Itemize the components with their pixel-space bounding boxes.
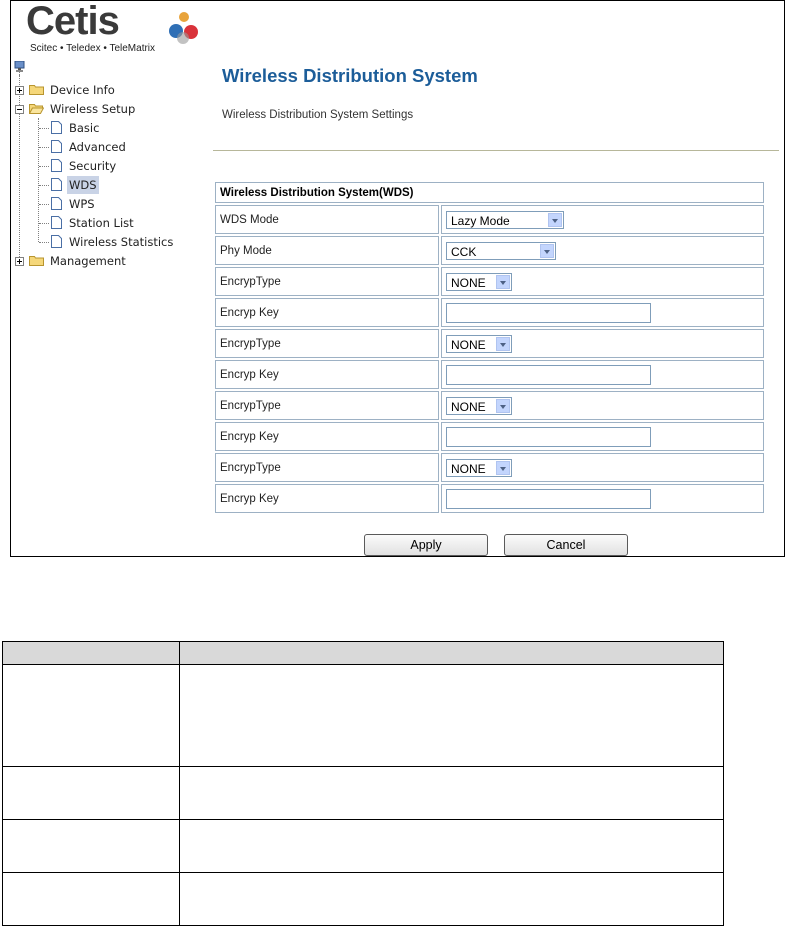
table-row (215, 453, 764, 482)
table-row (215, 236, 764, 265)
encryp-type-label: EncrypType (215, 267, 439, 296)
tree-item-device-info[interactable] (11, 81, 211, 99)
router-admin-screenshot (10, 0, 785, 557)
table-row (215, 391, 764, 420)
table-cell (3, 665, 180, 767)
cetis-logo (26, 0, 206, 59)
table-cell (180, 820, 724, 873)
table-cell (3, 873, 180, 926)
encryp-type-select[interactable] (446, 273, 512, 291)
tree-item-label: Security (69, 159, 117, 173)
encryp-type-cell (441, 329, 764, 358)
encryp-key-label: Encryp Key (215, 360, 439, 389)
wds-mode-label: WDS Mode (215, 205, 439, 234)
tree-item-label: Basic (69, 121, 100, 135)
table-row (3, 873, 724, 926)
tree-item-security[interactable] (11, 157, 211, 175)
collapse-icon[interactable] (15, 105, 24, 114)
open-folder-icon (29, 103, 44, 114)
table-header-row (3, 642, 724, 665)
table-cell (180, 873, 724, 926)
select-value: CCK (451, 244, 477, 259)
divider (213, 150, 779, 151)
apply-button[interactable]: Apply (364, 534, 488, 556)
dropdown-arrow-icon[interactable] (496, 275, 510, 289)
header-cell (3, 642, 180, 665)
header-cell (180, 642, 724, 665)
encryp-key-cell (441, 360, 764, 389)
table-header-row (215, 182, 764, 203)
wds-settings-table (213, 180, 766, 515)
encryp-key-label: Encryp Key (215, 484, 439, 513)
table-row (3, 767, 724, 820)
tree-item-label: WPS (69, 197, 95, 211)
encryp-key-input[interactable] (446, 489, 651, 509)
dropdown-arrow-icon[interactable] (540, 244, 554, 258)
page-icon (51, 159, 62, 172)
tree-item-wireless-setup[interactable] (11, 100, 211, 118)
encryp-key-input[interactable] (446, 427, 651, 447)
table-row (215, 329, 764, 358)
encryp-type-label: EncrypType (215, 453, 439, 482)
expand-icon[interactable] (15, 86, 24, 95)
parameter-description-table (2, 641, 724, 926)
encryp-key-cell (441, 422, 764, 451)
page-title: Wireless Distribution System (222, 65, 478, 86)
encryp-type-select[interactable] (446, 397, 512, 415)
logo-dots-icon (164, 11, 204, 45)
encryp-key-label: Encryp Key (215, 298, 439, 327)
tree-item-station-list[interactable] (11, 214, 211, 232)
dropdown-arrow-icon[interactable] (548, 213, 562, 227)
page-icon (51, 197, 62, 210)
tree-item-wps[interactable] (11, 195, 211, 213)
tree-item-advanced[interactable] (11, 138, 211, 156)
tree-item-basic[interactable] (11, 119, 211, 137)
tree-item-wireless-statistics[interactable] (11, 233, 211, 251)
logo-tagline: Scitec • Teledex • TeleMatrix (30, 43, 156, 54)
dropdown-arrow-icon[interactable] (496, 399, 510, 413)
phy-mode-cell (441, 236, 764, 265)
table-cell (180, 767, 724, 820)
table-row (215, 205, 764, 234)
encryp-key-cell (441, 298, 764, 327)
table-row (3, 820, 724, 873)
tree-item-label: WDS (69, 178, 97, 192)
tree-item-management[interactable] (11, 252, 211, 270)
encryp-type-cell (441, 453, 764, 482)
table-row (215, 484, 764, 513)
page-description: Wireless Distribution System Settings (222, 109, 414, 121)
phy-mode-label: Phy Mode (215, 236, 439, 265)
dropdown-arrow-icon[interactable] (496, 337, 510, 351)
cancel-button[interactable]: Cancel (504, 534, 628, 556)
encryp-type-cell (441, 267, 764, 296)
tree-item-label: Advanced (69, 140, 126, 154)
phy-mode-select[interactable] (446, 242, 556, 260)
select-value: Lazy Mode (451, 213, 510, 228)
encryp-key-input[interactable] (446, 365, 651, 385)
table-header: Wireless Distribution System(WDS) (215, 182, 764, 203)
dropdown-arrow-icon[interactable] (496, 461, 510, 475)
page-icon (51, 235, 62, 248)
select-value: NONE (451, 399, 486, 414)
logo-wordmark: Cetis (26, 0, 119, 43)
tree-item-wds[interactable] (11, 176, 211, 194)
tree-item-label: Station List (69, 216, 134, 230)
expand-icon[interactable] (15, 257, 24, 266)
page-icon (51, 216, 62, 229)
tree-item-label: Management (50, 254, 126, 268)
tree-item-label: Wireless Statistics (69, 235, 174, 249)
table-row (215, 422, 764, 451)
select-value: NONE (451, 461, 486, 476)
select-value: NONE (451, 337, 486, 352)
wds-mode-cell (441, 205, 764, 234)
encryp-type-label: EncrypType (215, 391, 439, 420)
select-value: NONE (451, 275, 486, 290)
page-icon (51, 121, 62, 134)
encryp-type-select[interactable] (446, 335, 512, 353)
table-row (215, 360, 764, 389)
folder-icon (29, 255, 44, 266)
encryp-type-cell (441, 391, 764, 420)
encryp-type-label: EncrypType (215, 329, 439, 358)
table-cell (180, 665, 724, 767)
folder-icon (29, 84, 44, 95)
table-row (215, 298, 764, 327)
wds-mode-select[interactable] (446, 211, 564, 229)
table-row (3, 665, 724, 767)
encryp-key-label: Encryp Key (215, 422, 439, 451)
encryp-type-select[interactable] (446, 459, 512, 477)
tree-item-label: Device Info (50, 83, 115, 97)
table-cell (3, 767, 180, 820)
page-icon (51, 178, 62, 191)
encryp-key-input[interactable] (446, 303, 651, 323)
encryp-key-cell (441, 484, 764, 513)
table-row (215, 267, 764, 296)
table-cell (3, 820, 180, 873)
page-icon (51, 140, 62, 153)
tree-item-label: Wireless Setup (50, 102, 136, 116)
